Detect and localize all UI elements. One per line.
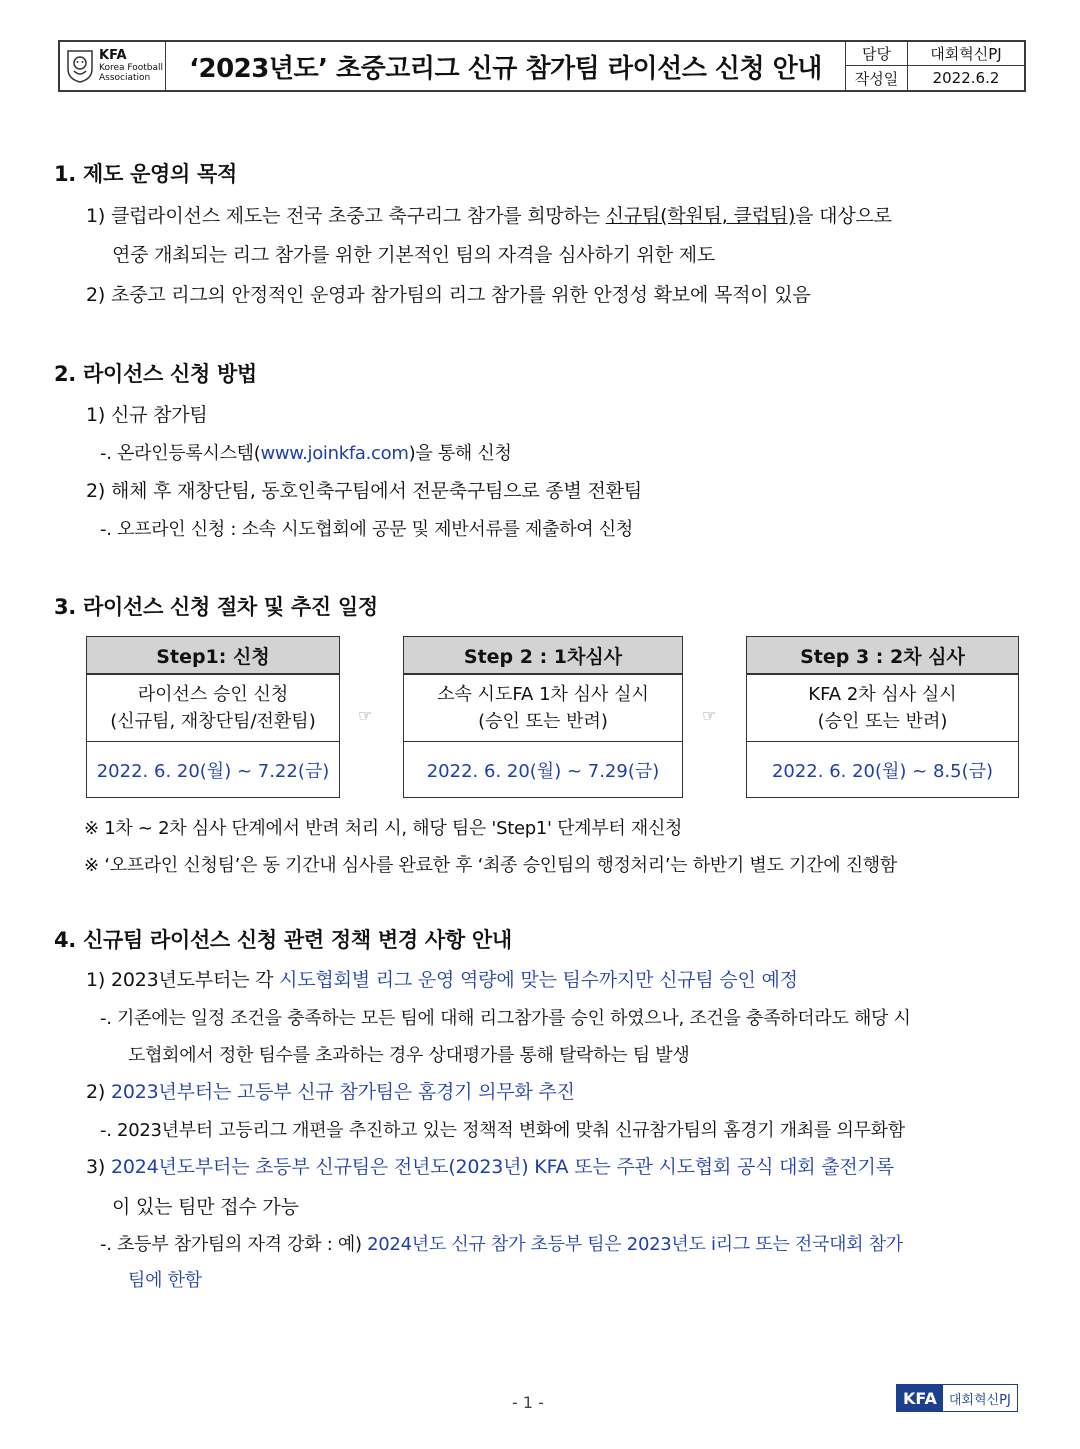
section-4-item-3-sub-pre: -. 초등부 참가팀의 자격 강화 : 예) — [100, 1234, 368, 1255]
section-4-item-2 — [86, 1077, 575, 1104]
meta-value-date: 2022.6.2 — [932, 69, 1000, 87]
section-4-item-1-pre: 1) 2023년도부터는 각 — [86, 969, 280, 991]
section-1-item-1-underline: 신규팀(학원팀, 클럽팀) — [605, 205, 796, 227]
step-3-title: Step 3 : 2차 심사 — [747, 637, 1018, 675]
page-number: - 1 - — [512, 1393, 544, 1412]
step-1-body — [87, 675, 339, 742]
section-4-item-1-sub-2: 도협회에서 정한 팀수를 초과하는 경우 상대평가를 통해 탈락하는 팀 발생 — [128, 1045, 690, 1066]
pointing-hand-icon: ☞ — [358, 706, 373, 725]
section-1-item-1-line-2: 연중 개최되는 리그 참가를 위한 기본적인 팀의 자격을 심사하기 위한 제도 — [112, 244, 716, 266]
step-2-date: 2022. 6. 20(월) ~ 7.29(금) — [426, 761, 660, 782]
section-4-item-1-highlight: 시도협회별 리그 운영 역량에 맞는 팀수까지만 신규팀 승인 예정 — [279, 969, 798, 991]
step-1-box — [86, 636, 340, 798]
section-1-heading: 1. 제도 운영의 목적 — [54, 162, 237, 186]
section-4-item-2-num: 2) — [86, 1081, 111, 1103]
meta-value-owner: 대회혁신PJ — [908, 42, 1024, 66]
section-4-item-3-highlight: 2024년도부터는 초등부 신규팀은 전년도(2023년) KFA 또는 주관 시도협회 공식 대회 출전기록 — [110, 1156, 894, 1178]
section-4-item-2-sub: -. 2023년부터 고등리그 개편을 추진하고 있는 정책적 변화에 맞춰 신규참가팀의 홈경기 개최를 의무화함 — [100, 1120, 905, 1141]
logo-text — [99, 49, 163, 83]
step-3-date: 2022. 6. 20(월) ~ 8.5(금) — [771, 761, 994, 782]
tiger-emblem-icon — [66, 49, 94, 83]
step-3-body — [747, 675, 1018, 742]
step-3-line-2: (승인 또는 반려) — [817, 711, 948, 732]
logo-main-text: KFA — [99, 48, 127, 63]
kfa-logo — [60, 42, 166, 90]
joinkfa-link[interactable]: www.joinkfa.com — [260, 443, 409, 464]
section-3-note-2: ※ ‘오프라인 신청팀’은 동 기간내 심사를 완료한 후 ‘최종 승인팀의 행정처리’는 하반기 별도 기간에 진행함 — [84, 855, 897, 876]
logo-sub-text-1: Korea Football — [99, 63, 164, 73]
section-1-item-1-pre: 1) 클럽라이선스 제도는 전국 초중고 축구리그 참가를 희망하는 — [86, 205, 606, 227]
step-1-line-2: (신규팀, 재창단팀/전환팀) — [110, 711, 316, 732]
section-4-item-1 — [86, 965, 798, 992]
document-header — [58, 40, 1026, 92]
section-4-item-3-sub-highlight: 2024년도 신규 참가 초등부 팀은 2023년도 i리그 또는 전국대회 참가 — [367, 1234, 903, 1255]
section-4-item-3-line-2: 이 있는 팀만 접수 가능 — [112, 1196, 299, 1218]
section-4-item-2-highlight: 2023년부터는 고등부 신규 참가팀은 홈경기 의무화 추진 — [110, 1081, 575, 1103]
section-4-heading: 4. 신규팀 라이선스 신청 관련 정책 변경 사항 안내 — [54, 928, 512, 952]
section-2-item-2: 2) 해체 후 재창단팀, 동호인축구팀에서 전문축구팀으로 종별 전환팀 — [86, 480, 642, 502]
kfa-badge-logo: KFA — [897, 1385, 943, 1411]
section-4-item-3 — [86, 1152, 894, 1179]
pointing-hand-icon: ☞ — [702, 706, 717, 725]
section-4-item-3-sub-line-2: 팀에 한함 — [128, 1270, 202, 1291]
section-1-item-1 — [86, 201, 892, 228]
kfa-badge-dept: 대회혁신PJ — [948, 1392, 1011, 1408]
document-title: ‘2023년도’ 초중고리그 신규 참가팀 라이선스 신청 안내 — [189, 53, 822, 84]
online-system-post: )을 통해 신청 — [408, 443, 512, 464]
section-4-item-3-sub — [100, 1230, 903, 1256]
meta-table — [845, 42, 1024, 90]
step-2-body — [404, 675, 682, 742]
step-3-box — [746, 636, 1019, 798]
meta-label-date: 작성일 — [846, 66, 908, 90]
step-1-date: 2022. 6. 20(월) ~ 7.22(금) — [96, 761, 330, 782]
kfa-footer-badge — [896, 1384, 1018, 1412]
section-2-item-1: 1) 신규 참가팀 — [86, 404, 208, 426]
online-system-pre: -. 온라인등록시스템( — [100, 443, 261, 464]
section-4-item-3-num: 3) — [86, 1156, 111, 1178]
logo-sub-text-2: Association — [99, 73, 151, 83]
step-2-box — [403, 636, 683, 798]
step-2-line-2: (승인 또는 반려) — [478, 711, 608, 732]
section-4-item-1-sub-1: -. 기존에는 일정 조건을 충족하는 모든 팀에 대해 리그참가를 승인 하였으나, 조건을 충족하더라도 해당 시 — [100, 1008, 911, 1029]
step-2-line-1: 소속 시도FA 1차 심사 실시 — [437, 684, 649, 705]
section-2-item-2-sub: -. 오프라인 신청 : 소속 시도협회에 공문 및 제반서류를 제출하여 신청 — [100, 519, 633, 540]
section-3-note-1: ※ 1차 ~ 2차 심사 단계에서 반려 처리 시, 해당 팀은 'Step1' 단계부터 재신청 — [84, 818, 683, 839]
meta-label-owner: 담당 — [846, 42, 908, 66]
section-1-item-2: 2) 초중고 리그의 안정적인 운영과 참가팀의 리그 참가를 위한 안정성 확보에 목적이 있음 — [86, 284, 811, 306]
step-1-title: Step1: 신청 — [87, 637, 339, 675]
section-1-item-1-post: 을 대상으로 — [795, 205, 892, 227]
step-3-line-1: KFA 2차 심사 실시 — [808, 684, 957, 705]
section-2-item-1-sub — [100, 439, 512, 465]
section-2-heading: 2. 라이선스 신청 방법 — [54, 362, 257, 386]
step-2-title: Step 2 : 1차심사 — [404, 637, 682, 675]
section-3-heading: 3. 라이선스 신청 절차 및 추진 일정 — [54, 595, 378, 619]
step-1-line-1: 라이선스 승인 신청 — [137, 684, 289, 705]
